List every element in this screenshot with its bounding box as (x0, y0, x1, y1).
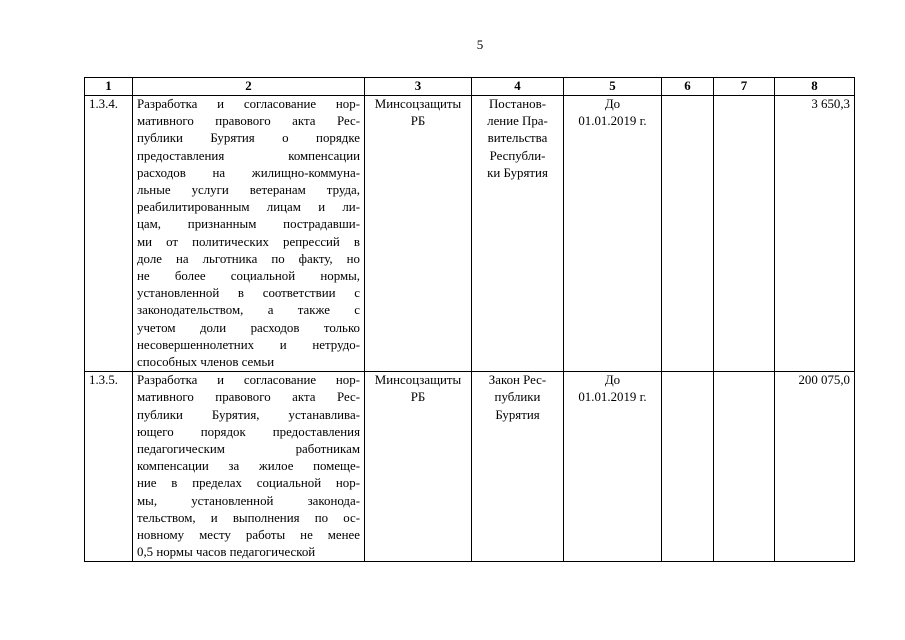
cell-text-line: Постанов- (488, 97, 547, 111)
column-header: 3 (365, 78, 472, 96)
column-6-cell (662, 372, 714, 562)
cell-text-line: мативного правового акта Рес- (137, 114, 360, 129)
cell-text-line: Бурятия (495, 407, 540, 422)
cell-text-line: педагогическим работникам (137, 442, 360, 457)
cell-text-line: мативного правового акта Рес- (137, 390, 360, 405)
cell-text-line: цам, признанным пострадавши- (137, 217, 360, 232)
executor-cell (365, 96, 472, 372)
executor-cell (365, 372, 472, 562)
amount-cell: 3 650,3 (775, 96, 855, 372)
column-header: 2 (133, 78, 365, 96)
cell-text-line: не более социальной нормы, (137, 269, 360, 284)
document-type-cell (472, 372, 564, 562)
column-header: 5 (564, 78, 662, 96)
table-row (85, 372, 855, 562)
item-number-cell: 1.3.5. (85, 372, 133, 562)
column-header: 7 (714, 78, 775, 96)
cell-text-line: новному месту работы не менее (137, 528, 360, 543)
cell-text-line: Разработка и согласование нор- (137, 97, 360, 111)
cell-text-line: РБ (410, 114, 426, 129)
cell-text-line: ление Пра- (487, 114, 548, 129)
cell-text-line: публики (494, 390, 541, 405)
cell-text-line: ние в пределах социальной нор- (137, 476, 360, 491)
page-number: 5 (476, 37, 484, 52)
column-7-cell (714, 372, 775, 562)
cell-text-line: ми от политических репрессий в (137, 234, 360, 249)
header-row (85, 78, 855, 96)
cell-text-line: Закон Рес- (488, 373, 547, 388)
cell-text-line: учетом доли расходов только (137, 320, 360, 335)
column-header: 8 (775, 78, 855, 96)
cell-text-line: доле на льготника по факту, но (137, 251, 360, 266)
column-6-cell (662, 96, 714, 372)
cell-text-line: установленной в соответствии с (137, 286, 360, 301)
cell-text-line: 01.01.2019 г. (578, 390, 647, 405)
cell-text-line: мы, установленной законода- (137, 493, 360, 508)
deadline-cell (564, 372, 662, 562)
cell-text-line: расходов на жилищно-коммуна- (137, 165, 360, 180)
cell-text-line: 0,5 нормы часов педагогической (137, 545, 316, 560)
cell-text-line: компенсации за жилое помеще- (137, 459, 360, 474)
column-7-cell (714, 96, 775, 372)
table-row (85, 96, 855, 372)
cell-text-line: публики Бурятия, устанавлива- (137, 407, 360, 422)
cell-text-line: РБ (410, 390, 426, 405)
measure-name-cell (133, 96, 365, 372)
cell-text-line: предоставления компенсации (137, 148, 360, 163)
cell-text-line: До (604, 373, 621, 388)
column-header: 1 (85, 78, 133, 96)
cell-text-line: Минсоцзащиты (374, 373, 462, 388)
cell-text-line: 01.01.2019 г. (578, 114, 647, 129)
measures-table (84, 77, 855, 562)
document-type-cell (472, 96, 564, 372)
cell-text-line: реабилитированным лицам и ли- (137, 200, 360, 215)
cell-text-line: Республи- (489, 148, 546, 163)
amount-cell: 200 075,0 (775, 372, 855, 562)
cell-text-line: законодательством, а также с (137, 303, 360, 318)
cell-text-line: тельством, и выполнения по ос- (137, 510, 360, 525)
cell-text-line: Минсоцзащиты (374, 97, 462, 111)
cell-text-line: До (604, 97, 621, 111)
cell-text-line: способных членов семьи (137, 355, 275, 370)
item-number-cell: 1.3.4. (85, 96, 133, 372)
cell-text-line: льные услуги ветеранам труда, (137, 183, 360, 198)
cell-text-line: вительства (487, 131, 548, 146)
deadline-cell (564, 96, 662, 372)
cell-text-line: несовершеннолетних и нетрудо- (137, 337, 360, 352)
column-header: 4 (472, 78, 564, 96)
column-header: 6 (662, 78, 714, 96)
cell-text-line: публики Бурятия о порядке (137, 131, 360, 146)
cell-text-line: ющего порядок предоставления (137, 424, 360, 439)
measure-name-cell (133, 372, 365, 562)
cell-text-line: Разработка и согласование нор- (137, 373, 360, 388)
cell-text-line: ки Бурятия (487, 165, 548, 180)
